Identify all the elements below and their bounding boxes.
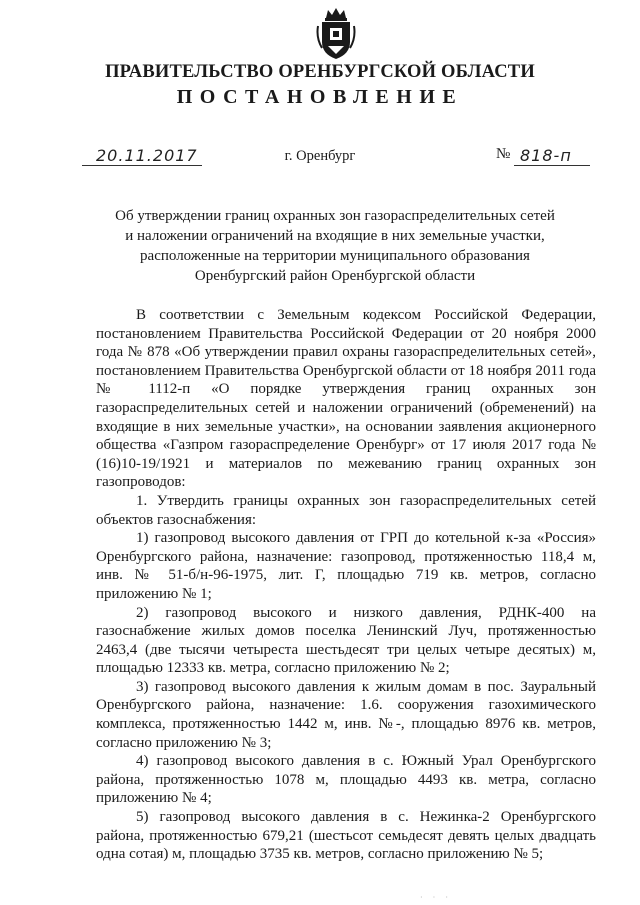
subject-line: Оренбургский район Оренбургской области (194, 268, 476, 284)
list-item: 5) газопровод высокого давления в с. Нежинка-2 Оренбургского района, протяженностью 679,21 (шестьсот семьдесят девять целых двадцать одна сотая) м, площадью 3735 кв. метров, согласно приложению № 5; (96, 809, 596, 863)
document-type: ПОСТАНОВЛЕНИЕ (176, 86, 464, 108)
clause-paragraph: 1. Утвердить границы охранных зон газораспределительных сетей объектов газоснабжения: (96, 492, 596, 528)
orenburg-coat-of-arms-icon (316, 8, 356, 60)
issuer-title: ПРАВИТЕЛЬСТВО ОРЕНБУРГСКОЙ ОБЛАСТИ (105, 62, 535, 82)
document-city: г. Оренбург (284, 148, 356, 164)
subject-line: расположенные на территории муниципального образования (140, 248, 530, 264)
subject-line: и наложении ограничений на входящие в них земельные участки, (125, 228, 545, 244)
number-underline (514, 165, 590, 166)
list-item: 1) газопровод высокого давления от ГРП до котельной к-за «Россия» Оренбургского района, назначение: газопровод, протяженностью 118,4 м, инв. № 51-б/н-96-1975, лит. Г, площадью 719 кв. метров, согласно приложению № 1; (96, 530, 596, 602)
date-underline (82, 165, 202, 166)
list-item: 3) газопровод высокого давления к жилым домам в пос. Зауральный Оренбургского района, назначение: 1.6. сооружения газохимического комплекса, протяженностью 1442 м, инв. №-, площадью 8976 кв. метров, согласно приложению № 3; (96, 678, 596, 751)
number-label: № (496, 146, 511, 162)
document-number: 818-п (520, 146, 572, 165)
scan-artifact: · · · (420, 893, 452, 902)
document-body (96, 306, 596, 864)
subject-line: Об утверждении границ охранных зон газораспределительных сетей (115, 208, 555, 224)
document-date: 20.11.2017 (96, 146, 198, 165)
list-item: 4) газопровод высокого давления в с. Южный Урал Оренбургского района, протяженностью 1078 м, площадью 4493 кв. метра, согласно приложению № 4; (96, 753, 596, 807)
list-item: 2) газопровод высокого и низкого давления, РДНК-400 на газоснабжение жилых домов поселка Ленинский Луч, протяженностью 2463,4 (две тысячи четыреста шестьдесят три целых четыре десятых) м, площадью 12333 кв. метра, согласно приложению № 2; (96, 604, 596, 677)
preamble-paragraph: В соответствии с Земельным кодексом Российской Федерации, постановлением Правительства Российской Федерации от 20 ноября 2000 года № 878 «Об утверждении правил охраны газораспределительных сетей», постановлением Правительства Оренбургской области от 18 ноября 2011 года № 1112-п «О порядке утверждения границ охранных зон газораспределительных сетей и наложении ограничений (обременений) на входящие в них земельные участки», на основании заявления акционерного общества «Газпром газораспределение Оренбург» от 17 июля 2017 года № (16)10-19/1921 и материалов по межеванию границ охранных зон газопроводов: (96, 307, 596, 491)
document-subject (100, 206, 570, 286)
